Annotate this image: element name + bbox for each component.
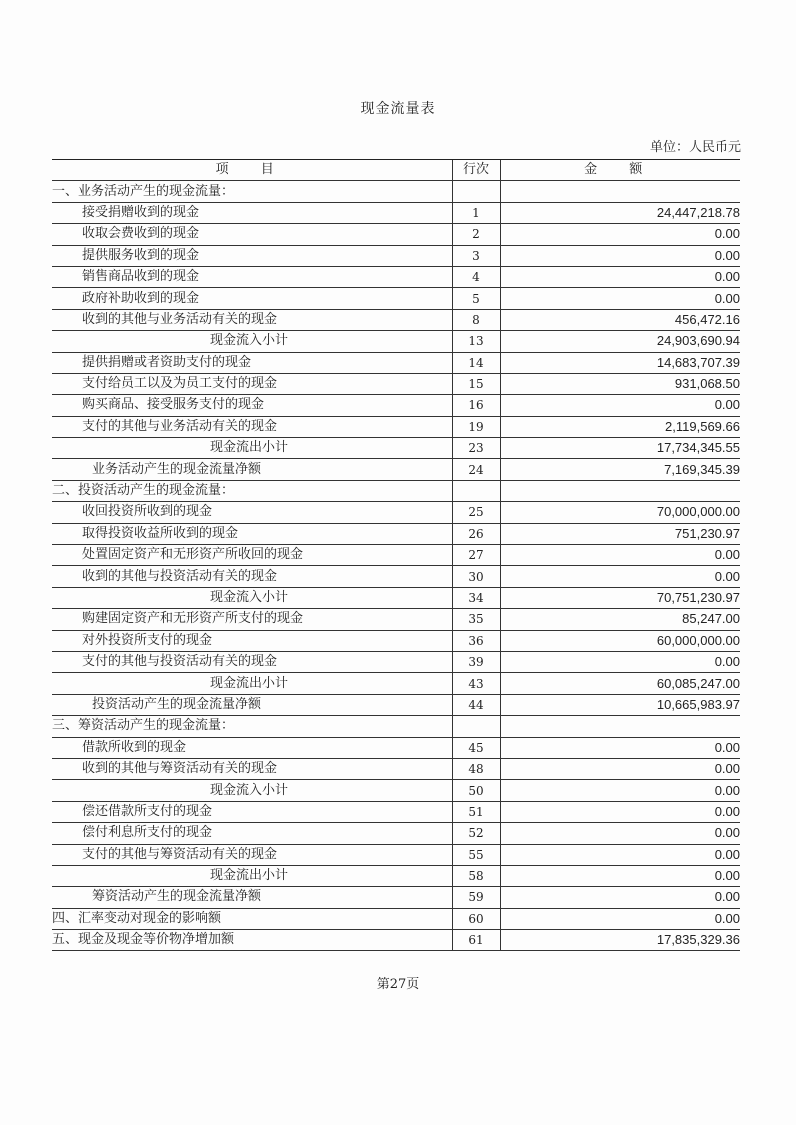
row-line-no: 4 <box>452 266 500 287</box>
row-amount: 10,665,983.97 <box>500 694 740 715</box>
page-title: 现金流量表 <box>360 101 436 117</box>
row-item: 三、筹资活动产生的现金流量： <box>52 716 452 737</box>
row-line-no: 51 <box>452 801 500 822</box>
table-row <box>52 331 740 352</box>
table-row <box>52 566 740 587</box>
row-line-no: 15 <box>452 373 500 394</box>
row-line-no: 34 <box>452 587 500 608</box>
table-row <box>52 630 740 651</box>
row-item: 提供捐赠或者资助支付的现金 <box>52 352 452 373</box>
table-row <box>52 844 740 865</box>
row-amount <box>500 716 740 737</box>
row-line-no: 14 <box>452 352 500 373</box>
page-number: 第27页 <box>376 977 420 992</box>
table-row <box>52 780 740 801</box>
row-line-no: 44 <box>452 694 500 715</box>
row-line-no: 50 <box>452 780 500 801</box>
row-amount: 70,000,000.00 <box>500 502 740 523</box>
row-amount: 24,903,690.94 <box>500 331 740 352</box>
row-amount: 2,119,569.66 <box>500 416 740 437</box>
table-row <box>52 266 740 287</box>
table-row <box>52 245 740 266</box>
row-amount: 0.00 <box>500 801 740 822</box>
table-row <box>52 823 740 844</box>
row-line-no <box>452 480 500 501</box>
row-item: 投资活动产生的现金流量净额 <box>52 694 452 715</box>
row-amount: 60,085,247.00 <box>500 673 740 694</box>
row-item: 五、现金及现金等价物净增加额 <box>52 930 452 951</box>
row-item: 支付的其他与投资活动有关的现金 <box>52 651 452 672</box>
row-line-no: 30 <box>452 566 500 587</box>
row-amount: 70,751,230.97 <box>500 587 740 608</box>
row-amount: 14,683,707.39 <box>500 352 740 373</box>
row-item: 现金流入小计 <box>52 587 452 608</box>
table-row <box>52 865 740 886</box>
row-amount: 0.00 <box>500 865 740 886</box>
row-item: 收回投资所收到的现金 <box>52 502 452 523</box>
table-body <box>52 181 740 951</box>
table-row <box>52 224 740 245</box>
row-line-no: 13 <box>452 331 500 352</box>
table-row <box>52 887 740 908</box>
row-amount: 0.00 <box>500 823 740 844</box>
row-line-no: 5 <box>452 288 500 309</box>
row-item: 偿还借款所支付的现金 <box>52 801 452 822</box>
table-row <box>52 737 740 758</box>
row-amount: 0.00 <box>500 844 740 865</box>
table-row <box>52 288 740 309</box>
row-amount: 0.00 <box>500 288 740 309</box>
row-item: 收取会费收到的现金 <box>52 224 452 245</box>
row-item: 对外投资所支付的现金 <box>52 630 452 651</box>
table-row <box>52 758 740 779</box>
table-row <box>52 373 740 394</box>
table-header-row <box>52 160 740 181</box>
row-amount: 60,000,000.00 <box>500 630 740 651</box>
row-amount: 0.00 <box>500 245 740 266</box>
row-line-no: 19 <box>452 416 500 437</box>
row-item: 支付给员工以及为员工支付的现金 <box>52 373 452 394</box>
table-row <box>52 459 740 480</box>
table-row <box>52 716 740 737</box>
row-item: 购买商品、接受服务支付的现金 <box>52 395 452 416</box>
row-amount: 0.00 <box>500 887 740 908</box>
row-item: 收到的其他与业务活动有关的现金 <box>52 309 452 330</box>
row-amount: 7,169,345.39 <box>500 459 740 480</box>
row-line-no <box>452 716 500 737</box>
row-item: 政府补助收到的现金 <box>52 288 452 309</box>
table-row <box>52 352 740 373</box>
row-amount: 0.00 <box>500 266 740 287</box>
table-row <box>52 609 740 630</box>
row-amount: 0.00 <box>500 737 740 758</box>
row-line-no: 59 <box>452 887 500 908</box>
row-item: 提供服务收到的现金 <box>52 245 452 266</box>
row-line-no: 2 <box>452 224 500 245</box>
row-amount: 24,447,218.78 <box>500 202 740 223</box>
row-line-no: 23 <box>452 438 500 459</box>
table-row <box>52 545 740 566</box>
header-item: 项 目 <box>52 160 452 181</box>
row-line-no: 8 <box>452 309 500 330</box>
table-row <box>52 480 740 501</box>
row-item: 现金流入小计 <box>52 780 452 801</box>
row-amount: 0.00 <box>500 395 740 416</box>
row-amount: 85,247.00 <box>500 609 740 630</box>
row-line-no: 24 <box>452 459 500 480</box>
row-amount: 0.00 <box>500 758 740 779</box>
table-row <box>52 651 740 672</box>
row-amount: 456,472.16 <box>500 309 740 330</box>
table-row <box>52 694 740 715</box>
row-item: 支付的其他与筹资活动有关的现金 <box>52 844 452 865</box>
row-line-no: 27 <box>452 545 500 566</box>
row-item: 偿付利息所支付的现金 <box>52 823 452 844</box>
row-item: 销售商品收到的现金 <box>52 266 452 287</box>
table-row <box>52 801 740 822</box>
row-amount: 931,068.50 <box>500 373 740 394</box>
row-line-no: 3 <box>452 245 500 266</box>
row-line-no: 58 <box>452 865 500 886</box>
row-line-no: 36 <box>452 630 500 651</box>
row-item: 现金流入小计 <box>52 331 452 352</box>
row-item: 现金流出小计 <box>52 438 452 459</box>
row-item: 二、投资活动产生的现金流量： <box>52 480 452 501</box>
row-line-no: 43 <box>452 673 500 694</box>
row-line-no: 16 <box>452 395 500 416</box>
row-item: 支付的其他与业务活动有关的现金 <box>52 416 452 437</box>
row-line-no: 1 <box>452 202 500 223</box>
header-amount: 金 额 <box>500 160 740 181</box>
row-item: 处置固定资产和无形资产所收回的现金 <box>52 545 452 566</box>
row-line-no: 26 <box>452 523 500 544</box>
table-row <box>52 908 740 929</box>
table-row <box>52 416 740 437</box>
row-amount: 751,230.97 <box>500 523 740 544</box>
row-line-no: 35 <box>452 609 500 630</box>
row-line-no <box>452 181 500 202</box>
table-row <box>52 673 740 694</box>
row-amount <box>500 480 740 501</box>
row-item: 筹资活动产生的现金流量净额 <box>52 887 452 908</box>
row-item: 一、业务活动产生的现金流量： <box>52 181 452 202</box>
table-row <box>52 309 740 330</box>
row-item: 购建固定资产和无形资产所支付的现金 <box>52 609 452 630</box>
row-item: 现金流出小计 <box>52 865 452 886</box>
row-amount: 0.00 <box>500 908 740 929</box>
row-amount: 17,734,345.55 <box>500 438 740 459</box>
row-line-no: 52 <box>452 823 500 844</box>
row-line-no: 39 <box>452 651 500 672</box>
currency-unit: 单位：人民币元 <box>649 140 741 155</box>
row-line-no: 55 <box>452 844 500 865</box>
row-item: 接受捐赠收到的现金 <box>52 202 452 223</box>
row-amount: 0.00 <box>500 545 740 566</box>
row-item: 借款所收到的现金 <box>52 737 452 758</box>
table-row <box>52 202 740 223</box>
row-amount: 0.00 <box>500 224 740 245</box>
row-line-no: 25 <box>452 502 500 523</box>
cash-flow-table <box>52 159 740 951</box>
row-item: 业务活动产生的现金流量净额 <box>52 459 452 480</box>
row-line-no: 60 <box>452 908 500 929</box>
header-line-no: 行次 <box>452 160 500 181</box>
table-row <box>52 395 740 416</box>
row-item: 现金流出小计 <box>52 673 452 694</box>
table-row <box>52 523 740 544</box>
table-row <box>52 181 740 202</box>
row-amount: 0.00 <box>500 651 740 672</box>
table-row <box>52 587 740 608</box>
row-item: 收到的其他与投资活动有关的现金 <box>52 566 452 587</box>
row-amount: 0.00 <box>500 566 740 587</box>
row-item: 取得投资收益所收到的现金 <box>52 523 452 544</box>
row-line-no: 48 <box>452 758 500 779</box>
table-row <box>52 502 740 523</box>
table-row <box>52 930 740 951</box>
row-amount <box>500 181 740 202</box>
row-amount: 17,835,329.36 <box>500 930 740 951</box>
table-row <box>52 438 740 459</box>
row-amount: 0.00 <box>500 780 740 801</box>
row-item: 收到的其他与筹资活动有关的现金 <box>52 758 452 779</box>
row-item: 四、汇率变动对现金的影响额 <box>52 908 452 929</box>
row-line-no: 45 <box>452 737 500 758</box>
row-line-no: 61 <box>452 930 500 951</box>
